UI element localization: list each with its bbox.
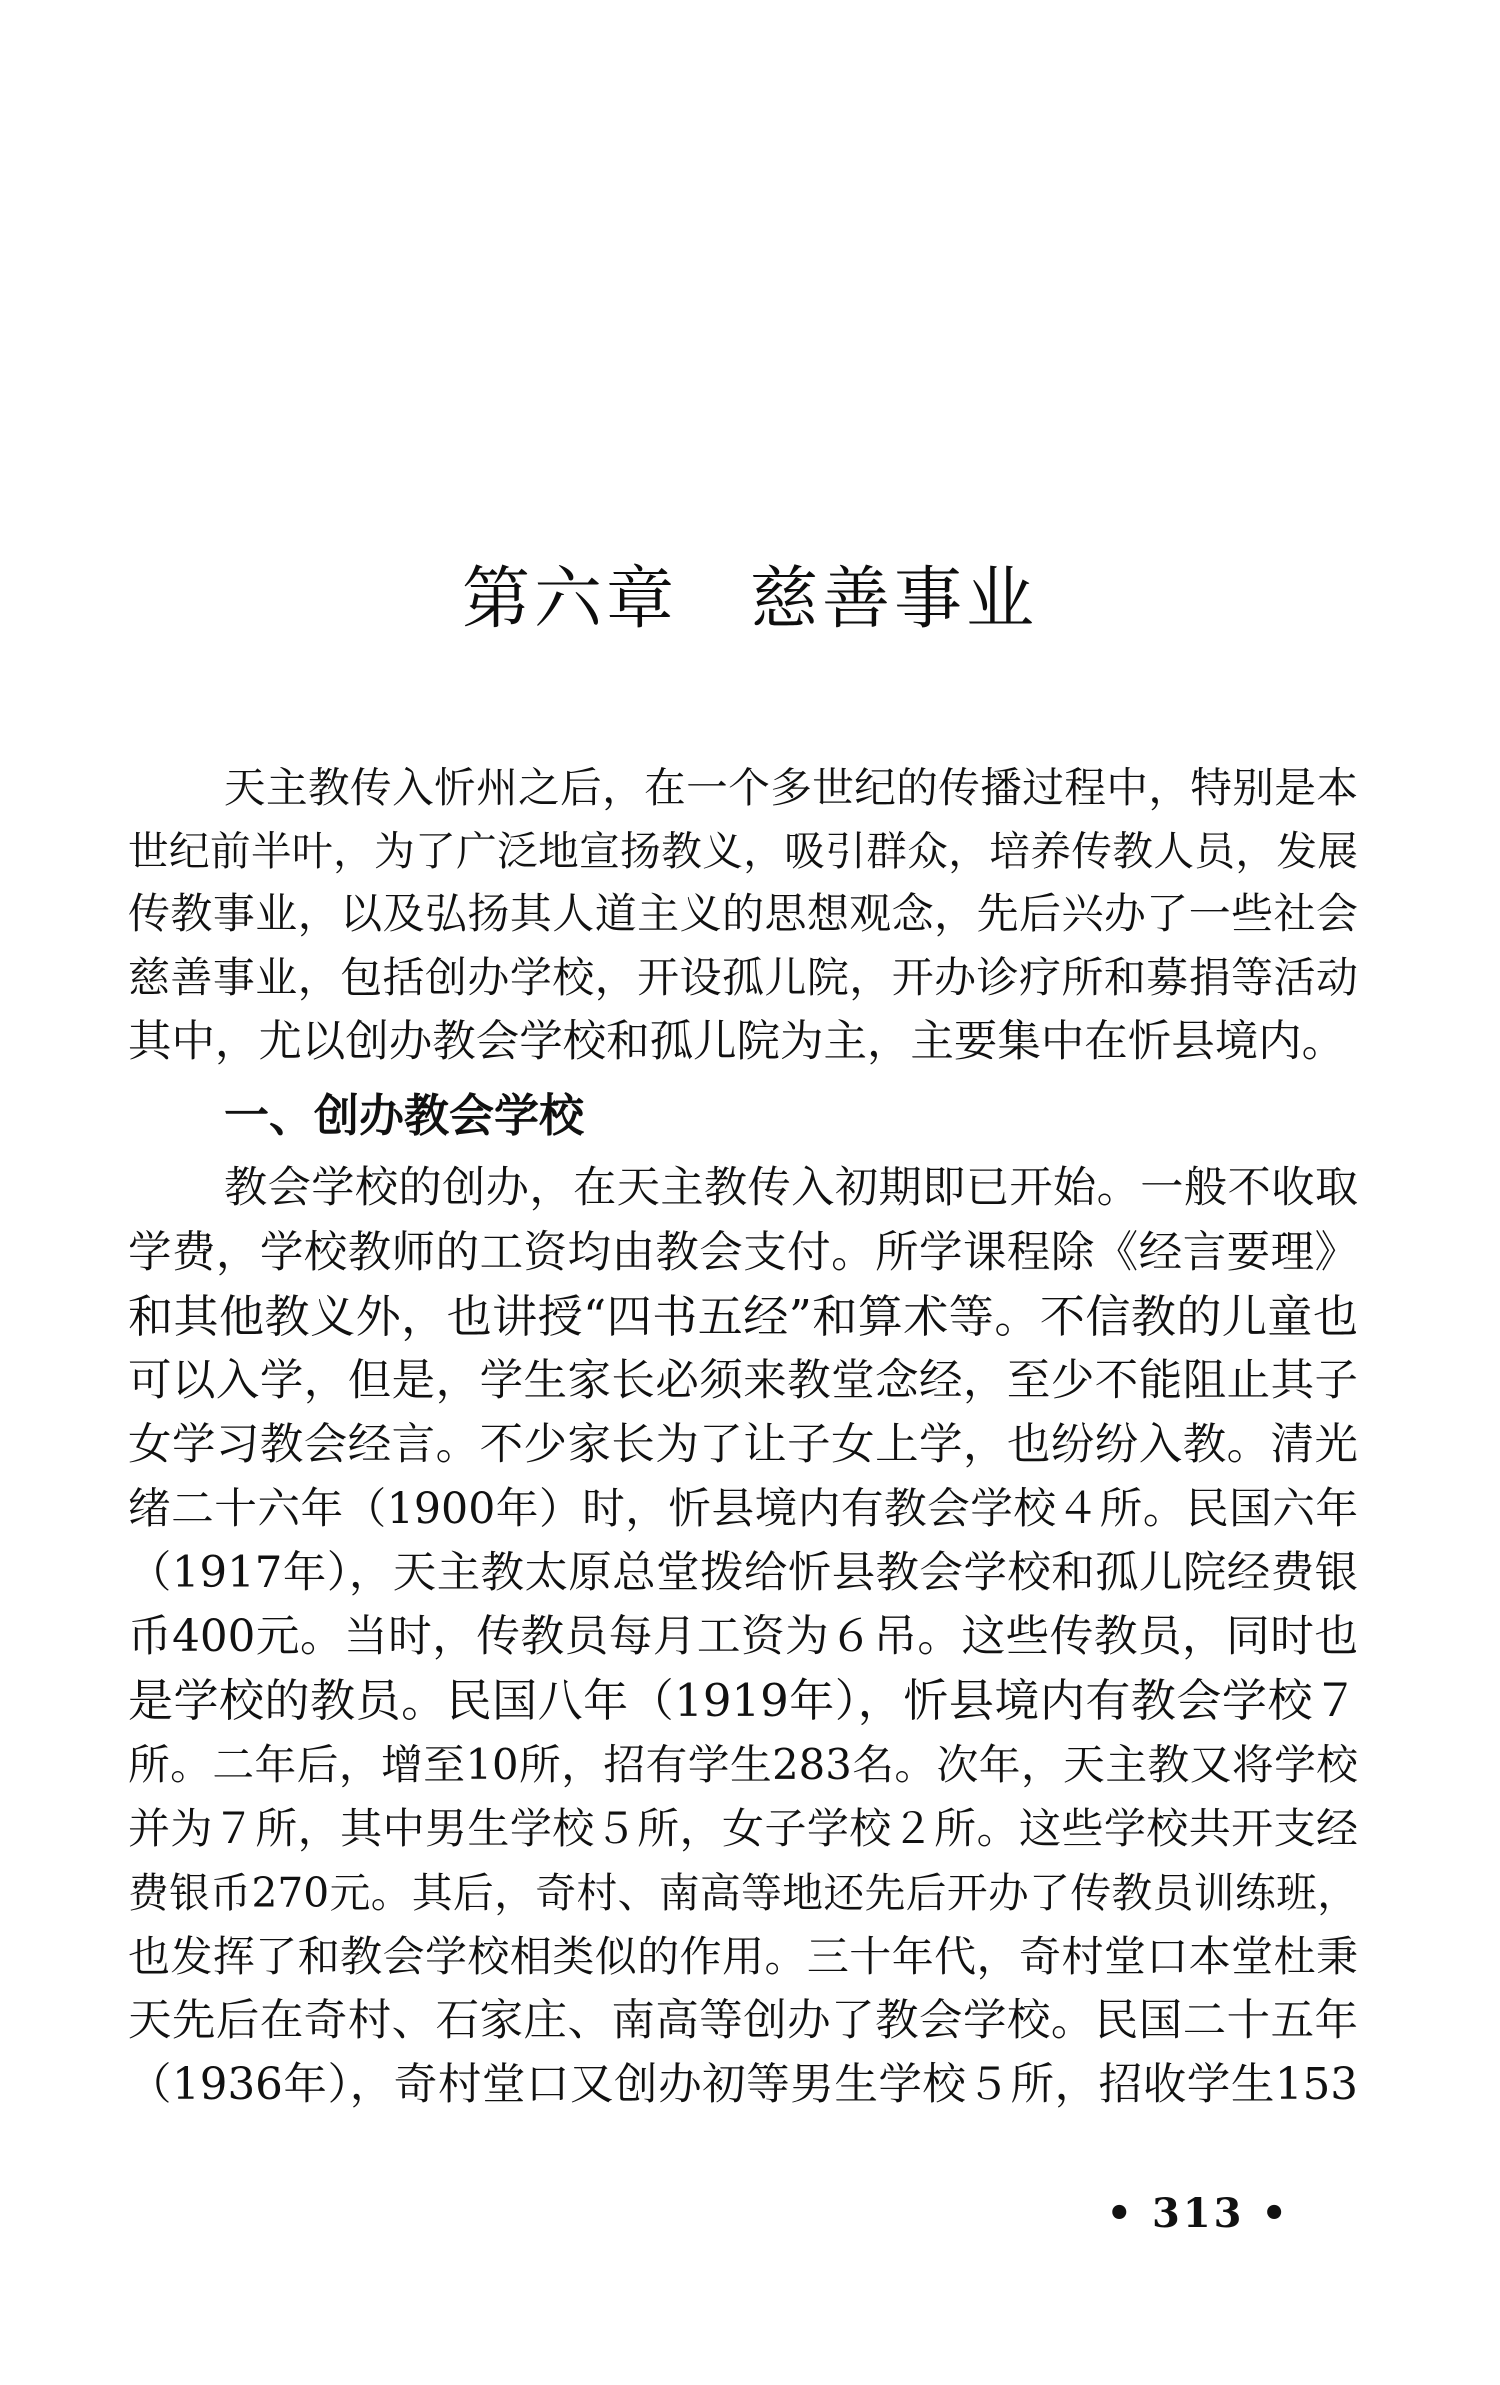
section-line-10: 所。二年后，增至10所，招有学生283名。次年，天主教又将学校 (128, 1740, 1358, 1789)
section-line-6: 绪二十六年（1900年）时，忻县境内有教会学校４所。民国六年 (128, 1484, 1358, 1534)
section-line-12: 费银币270元。其后，奇村、南高等地还先后开办了传教员训练班， (128, 1869, 1358, 1917)
intro-line-3: 传教事业，以及弘扬其人道主义的思想观念，先后兴办了一些社会 (128, 889, 1358, 938)
intro-line-4: 慈善事业，包括创办学校，开设孤儿院，开办诊疗所和募捐等活动 (128, 953, 1358, 1002)
section-line-13: 也发挥了和教会学校相类似的作用。三十年代，奇村堂口本堂杜秉 (128, 1932, 1358, 1981)
section-heading: 一、创办教会学校 (224, 1089, 585, 1142)
section-line-7: （1917年），天主教太原总堂拨给忻县教会学校和孤儿院经费银 (128, 1548, 1358, 1598)
intro-line-1: 天主教传入忻州之后，在一个多世纪的传播过程中，特别是本 (224, 763, 1358, 812)
section-line-14: 天先后在奇村、石家庄、南高等创办了教会学校。民国二十五年 (128, 1996, 1358, 2046)
section-line-2: 学费，学校教师的工资均由教会支付。所学课程除《经言要理》 (128, 1228, 1358, 1278)
intro-line-2: 世纪前半叶，为了广泛地宣扬教义，吸引群众，培养传教人员，发展 (128, 827, 1358, 875)
section-line-9: 是学校的教员。民国八年（1919年），忻县境内有教会学校７ (128, 1674, 1358, 1727)
section-line-11: 并为７所，其中男生学校５所，女子学校２所。这些学校共开支经 (128, 1804, 1358, 1853)
section-line-1: 教会学校的创办，在天主教传入初期即已开始。一般不收取 (224, 1163, 1358, 1213)
section-line-8: 币400元。当时，传教员每月工资为６吊。这些传教员，同时也 (128, 1612, 1358, 1662)
page-number: • 313 • (1106, 2190, 1290, 2237)
section-line-4: 可以入学，但是，学生家长必须来教堂念经，至少不能阻止其子 (128, 1356, 1358, 1406)
intro-line-5: 其中，尤以创办教会学校和孤儿院为主，主要集中在忻县境内。 (128, 1017, 1346, 1067)
chapter-title: 第六章 慈善事业 (461, 560, 1038, 639)
section-line-5: 女学习教会经言。不少家长为了让子女上学，也纷纷入教。清光 (128, 1420, 1358, 1470)
section-line-15: （1936年），奇村堂口又创办初等男生学校５所，招收学生153 (128, 2060, 1358, 2110)
section-line-3: 和其他教义外，也讲授“四书五经”和算术等。不信教的儿童也 (128, 1290, 1358, 1343)
